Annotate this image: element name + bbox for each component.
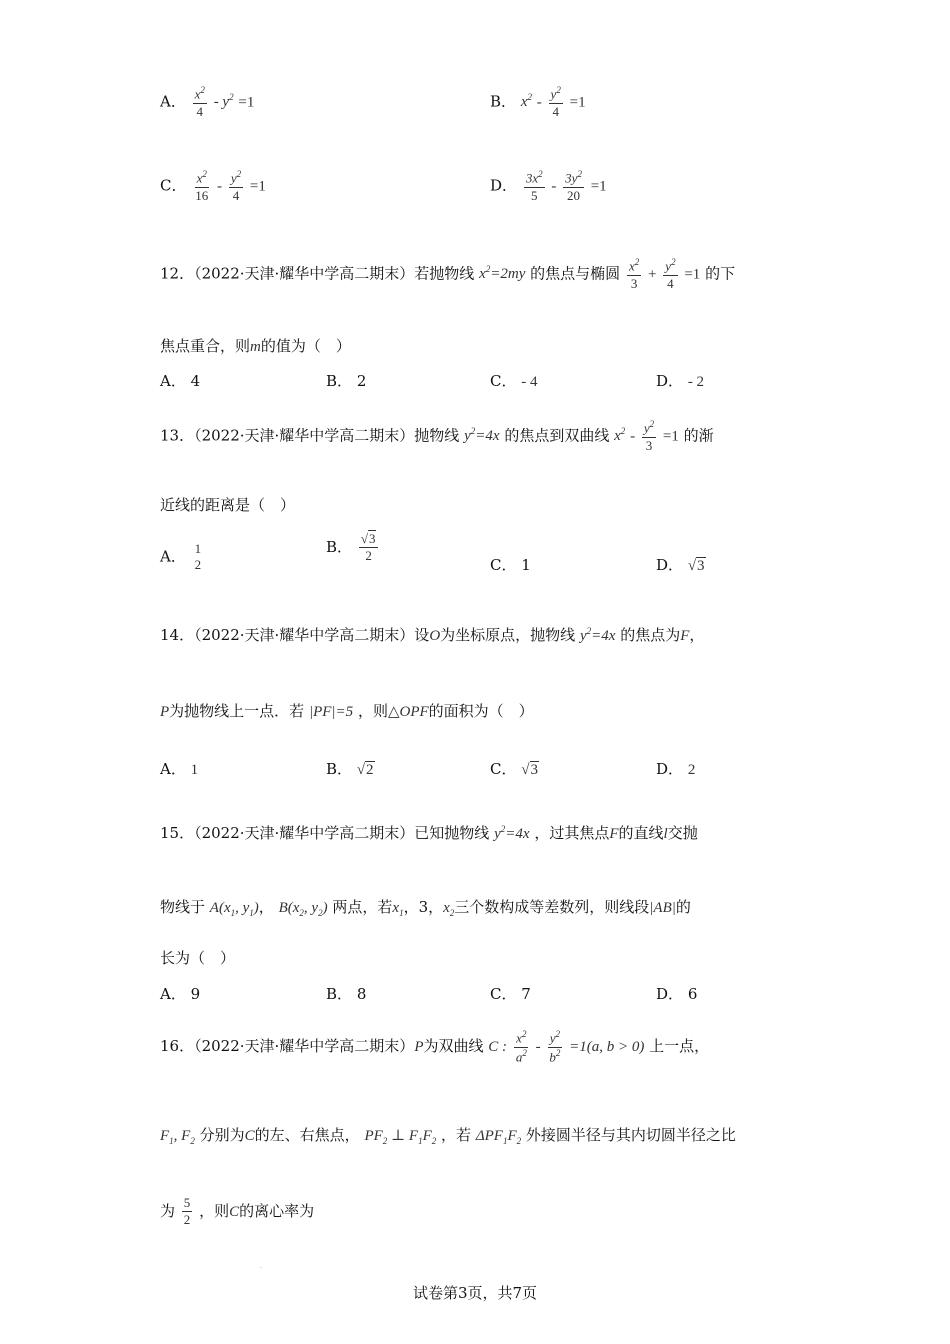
variable: P xyxy=(160,704,170,720)
question-text: 为坐标原点，抛物线 xyxy=(440,626,576,644)
question-text: ，过其焦点 xyxy=(534,824,610,842)
variable: C xyxy=(244,1128,255,1144)
q13-line2 xyxy=(160,494,295,515)
variable: O xyxy=(429,628,441,644)
q15-option-b: B． 8 xyxy=(326,985,367,1003)
numerator: y xyxy=(230,170,237,186)
plus-sign: + xyxy=(648,266,657,283)
question-text: 近线的距离是（ ） xyxy=(160,496,296,514)
variable: $x_1$ xyxy=(392,900,404,918)
punctuation: ， xyxy=(258,898,274,916)
q13-option-d: D． √3 xyxy=(656,556,705,574)
q11-option-c xyxy=(160,170,266,203)
fraction xyxy=(563,170,584,203)
q16-line1 xyxy=(160,1030,709,1064)
sqrt-symbol: √2 xyxy=(356,762,374,778)
question-text: 外接圆半径与其内切圆半径之比 xyxy=(525,1126,736,1144)
variable: P xyxy=(414,1039,424,1056)
q11-option-a xyxy=(160,86,254,119)
sqrt-symbol: √3 xyxy=(687,558,705,574)
denominator: 16 xyxy=(195,187,209,203)
question-text: ，则 xyxy=(199,1201,230,1220)
equals-one: =1 xyxy=(662,428,679,445)
question-text: 为抛物线上一点．若 xyxy=(169,702,305,720)
page-footer: 试卷第3页，共7页 xyxy=(412,1284,538,1302)
equals-one: =1 xyxy=(684,266,701,283)
q13-line1 xyxy=(160,420,714,453)
question-text: 14．（2022·天津·耀华中学高二期末）设 xyxy=(160,626,430,644)
q12-option-d: D． - 2 xyxy=(656,372,705,390)
parabola-expr: $y^2=4x$ xyxy=(579,626,616,644)
question-text: ，若 xyxy=(441,1126,472,1144)
question-text: 的焦点为 xyxy=(620,626,681,644)
equals-one: =1 xyxy=(249,178,266,195)
question-text: 焦点重合，则 xyxy=(160,337,251,355)
question-text: 12．（2022·天津·耀华中学高二期末）若抛物线 xyxy=(160,264,475,283)
parabola-expr: $x^2=2my$ xyxy=(479,264,526,283)
denominator: 4 xyxy=(196,103,204,119)
question-text: 15．（2022·天津·耀华中学高二期末）已知抛物线 xyxy=(160,824,490,842)
numerator: 3y xyxy=(565,170,578,186)
question-text: 为双曲线 xyxy=(423,1037,484,1056)
fraction xyxy=(524,170,545,203)
q12-option-c: C． - 4 xyxy=(490,372,538,390)
question-text: 长为（ ） xyxy=(160,949,236,967)
q15-option-d: D． 6 xyxy=(656,985,698,1003)
equals-one: =1 xyxy=(569,94,586,111)
parabola-expr: $y^2=4x$ xyxy=(464,426,500,445)
question-text: 的渐 xyxy=(683,426,714,445)
fraction xyxy=(229,170,243,203)
question-text: 物线于 xyxy=(160,898,206,916)
point-a: $A(x_1$, $y_1$) xyxy=(209,900,259,918)
triangle-expr: $\Delta PF_1F_2$ xyxy=(475,1128,522,1146)
q15-option-c: C． 7 xyxy=(490,985,531,1003)
fraction xyxy=(549,86,563,119)
q15-option-a: A． 9 xyxy=(160,985,201,1003)
q14-line1 xyxy=(160,624,704,645)
parabola-expr: $y^2=4x$ xyxy=(494,824,530,842)
condition-expr: =1(a, b > 0) xyxy=(569,1039,645,1056)
fraction: $\frac{y^2}{4}$ xyxy=(665,257,676,291)
question-text: ，则 xyxy=(357,702,388,720)
fraction xyxy=(193,86,207,119)
equals-one: =1 xyxy=(590,178,607,195)
q11-option-b xyxy=(490,86,586,119)
denominator: 20 xyxy=(567,187,581,203)
exponent: 2 xyxy=(229,92,234,103)
question-text: 三个数构成等差数列，则线段 xyxy=(454,898,650,916)
option-label: D． xyxy=(490,176,518,195)
fraction: $\frac{x^2}{3}$ xyxy=(628,257,640,291)
q15-line3 xyxy=(160,947,235,968)
q13-option-a: A． 1 2 xyxy=(160,541,202,573)
q14-option-d: D． 2 xyxy=(656,760,696,778)
triangle-expr: △OPF xyxy=(387,704,429,720)
exponent: 2 xyxy=(556,85,561,95)
fraction: 1 2 xyxy=(194,541,202,573)
q15-line1 xyxy=(160,822,698,843)
variable: $x_2$ xyxy=(443,900,455,918)
term: x xyxy=(520,94,528,111)
variable: C : xyxy=(488,1039,508,1056)
numerator: y xyxy=(550,86,557,102)
q16-line3 xyxy=(160,1196,314,1228)
question-text: 上一点， xyxy=(649,1037,710,1056)
point-b: $B(x_2$, $y_2$) xyxy=(278,900,328,918)
denominator: 4 xyxy=(232,187,240,203)
abs-expr: |AB| xyxy=(649,900,676,916)
minus-sign: - xyxy=(536,94,542,111)
question-text: 的直线 xyxy=(618,824,664,842)
q13-option-c: C． 1 xyxy=(490,556,531,574)
exponent: 2 xyxy=(236,169,242,179)
abs-expr: |PF|=5 xyxy=(308,704,354,720)
q14-option-b: B． √2 xyxy=(326,760,374,778)
question-text: 两点，若 xyxy=(332,898,393,916)
q14-option-c: C． √3 xyxy=(490,760,538,778)
variable: l xyxy=(663,826,668,842)
fraction: $\frac{5}{2}$ xyxy=(183,1195,191,1228)
q12-option-a: A． 4 xyxy=(160,372,201,390)
exponent: 2 xyxy=(202,169,207,179)
exponent: 2 xyxy=(527,92,532,103)
q14-option-a: A． 1 xyxy=(160,760,199,778)
numerator: x xyxy=(194,86,201,102)
question-text: 16．（2022·天津·耀华中学高二期末） xyxy=(160,1037,415,1056)
numerator: x xyxy=(196,170,203,186)
question-text: 为 xyxy=(160,1201,176,1220)
exponent: 2 xyxy=(538,169,543,179)
q13-option-b: B． $\frac{√3}{2}$ xyxy=(326,532,380,564)
fraction: $\frac{√3}{2}$ xyxy=(359,532,379,564)
fraction: $\frac{y^2}{b^2}$ xyxy=(549,1029,561,1064)
question-text: 的值为（ ） xyxy=(260,337,351,355)
punctuation: ， xyxy=(689,626,705,644)
variable: F xyxy=(609,826,619,842)
question-text: 交抛 xyxy=(667,824,698,842)
question-text: 的面积为（ ） xyxy=(428,702,534,720)
option-label: C． xyxy=(160,176,187,195)
perpendicular-expr: $PF_2$ ⊥ $F_1F_2$ xyxy=(364,1128,437,1146)
variable: m xyxy=(250,339,261,355)
question-text: 的 xyxy=(675,898,691,916)
question-text: 的左、右焦点， xyxy=(254,1126,360,1144)
question-text: 分别为 xyxy=(199,1126,245,1144)
option-label: A． xyxy=(160,92,186,111)
question-text: 的焦点与椭圆 xyxy=(530,264,621,283)
question-text: 的焦点到双曲线 xyxy=(504,426,610,445)
numerator: 3x xyxy=(525,170,539,186)
q16-line2 xyxy=(160,1124,736,1146)
equals-one: =1 xyxy=(238,94,255,111)
fraction: $\frac{y^2}{3}$ xyxy=(643,419,655,453)
question-text: 13．（2022·天津·耀华中学高二期末）抛物线 xyxy=(160,426,460,445)
sqrt-symbol: √3 xyxy=(521,762,538,778)
variable: C xyxy=(229,1203,240,1220)
question-text: 的离心率为 xyxy=(239,1201,315,1220)
stray-mark: · xyxy=(260,1265,262,1272)
foci-expr: $F_1$, $F_2$ xyxy=(160,1128,195,1146)
fraction xyxy=(193,170,210,203)
q12-option-b: B． 2 xyxy=(326,372,367,390)
q12-line1 xyxy=(160,258,735,291)
denominator: 4 xyxy=(552,103,559,119)
q15-line2 xyxy=(160,896,691,918)
term: - y xyxy=(213,94,230,111)
minus-sign: - xyxy=(630,428,636,445)
hyperbola-expr: $x^2$ xyxy=(614,426,626,445)
minus-sign: - xyxy=(217,178,223,195)
question-text: ，3， xyxy=(403,898,444,916)
q14-line2 xyxy=(160,700,534,721)
option-label: B． xyxy=(490,92,517,111)
exponent: 2 xyxy=(577,169,582,179)
question-text: 的下 xyxy=(705,264,736,283)
fraction: $\frac{x^2}{a^2}$ xyxy=(515,1029,527,1064)
variable: F xyxy=(680,628,690,644)
minus-sign: - xyxy=(551,178,557,195)
denominator: 5 xyxy=(530,187,538,203)
sqrt-symbol: √3 xyxy=(360,531,376,546)
minus-sign: - xyxy=(535,1039,541,1056)
q12-line2 xyxy=(160,335,351,356)
exponent: 2 xyxy=(200,85,205,95)
q11-option-d xyxy=(490,170,607,203)
